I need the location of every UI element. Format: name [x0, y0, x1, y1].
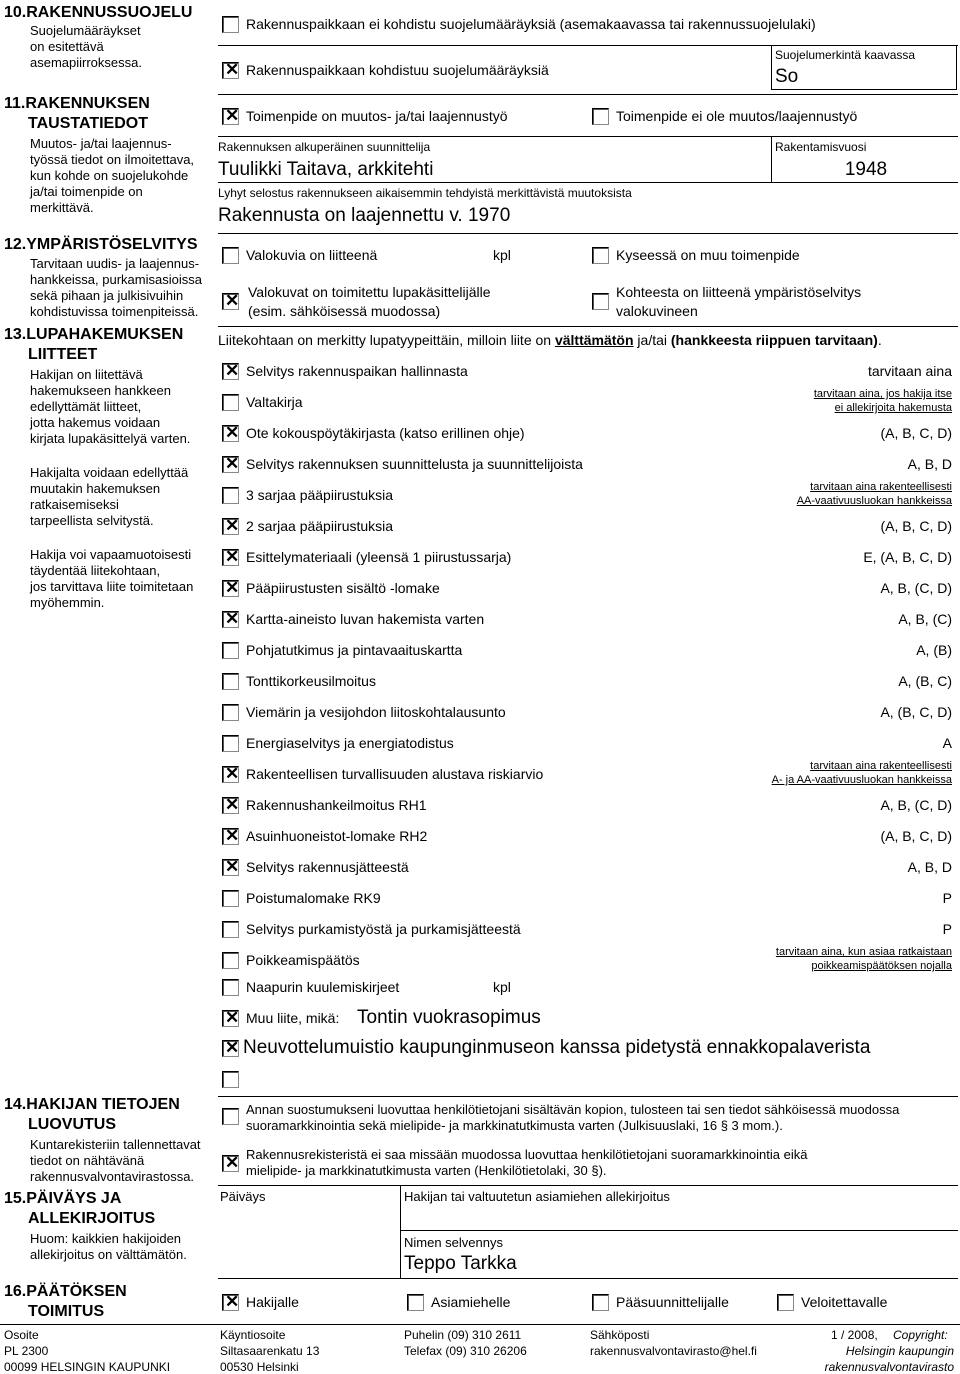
attachment-checkbox[interactable] [222, 890, 239, 907]
section-13-text: Hakijan on liitettävä [30, 367, 143, 382]
env-report-label: valokuvineen [616, 303, 698, 319]
check-mark-icon: ✕ [225, 826, 240, 845]
check-mark-icon: ✕ [225, 764, 240, 783]
attachment-requirement-line: tarvitaan aina, jos hakija itse [813, 388, 952, 400]
section-15-text: allekirjoitus on välttämätön. [30, 1247, 187, 1262]
attachment-checkbox[interactable] [222, 487, 239, 504]
attachment-requirement [797, 480, 952, 508]
section-13-text: täydentää liitekohtaan, [30, 563, 161, 578]
section-13-text: edellyttämät liitteet, [30, 399, 142, 414]
env-report-checkbox[interactable] [592, 293, 609, 310]
footer-version: 1 / 2008, [831, 1328, 878, 1342]
neighbour-letters-unit: kpl [493, 979, 511, 995]
attachment-label: Rakenteellisen turvallisuuden alustava riskiarvio [246, 766, 544, 782]
attachment-checkbox[interactable] [222, 952, 239, 969]
deliver-designer-label: Pääsuunnittelijalle [616, 1294, 729, 1310]
data-deny-text: mielipide- ja markkinatutkimusta varten (Henkilötietolaki, 30 §). [246, 1163, 607, 1178]
footer-email[interactable]: rakennusvalvontavirasto@hel.fi [590, 1344, 757, 1358]
deliver-payer-label: Veloitettavalle [801, 1294, 888, 1310]
section-12-text: kohdistuvissa toimenpiteissä. [30, 304, 199, 319]
footer-address: PL 2300 [4, 1344, 49, 1358]
attachment-requirement: (A, B, C, D) [880, 828, 952, 844]
photos-count-unit: kpl [493, 247, 511, 263]
attachment-requirement: tarvitaan aina [867, 363, 952, 379]
deliver-designer-checkbox[interactable] [592, 1294, 609, 1311]
extra-attachment-value[interactable]: Neuvottelumuistio kaupunginmuseon kanssa pidetystä ennakkopalaverista [243, 1037, 871, 1058]
neighbour-letters-label: Naapurin kuulemiskirjeet [246, 979, 400, 995]
attachment-label: Selvitys rakennuksen suunnittelusta ja suunnittelijoista [246, 456, 583, 472]
section-12-title: 12.YMPÄRISTÖSELVITYS [4, 236, 198, 253]
check-mark-icon: ✕ [225, 1292, 240, 1311]
section-15-title: 15.PÄIVÄYS JA [4, 1190, 122, 1207]
attachment-checkbox[interactable] [222, 549, 239, 566]
attachment-requirement: (A, B, C, D) [880, 518, 952, 534]
section-13-text: ratkaisemiseksi [30, 497, 119, 512]
attachment-requirement-line: ei allekirjoita hakemusta [834, 402, 952, 414]
footer-fax: Telefax (09) 310 26206 [404, 1344, 527, 1358]
attachment-label: Poikkeamispäätös [246, 952, 360, 968]
attachment-requirement-line: tarvitaan aina rakenteellisesti [810, 481, 952, 493]
attachment-requirement: (A, B, C, D) [880, 425, 952, 441]
attachment-requirement [772, 759, 952, 787]
construction-year-label: Rakentamisvuosi [775, 140, 867, 154]
protection-marking-value[interactable]: So [775, 66, 799, 87]
empty-attachment-checkbox[interactable] [222, 1071, 239, 1088]
check-mark-icon: ✕ [225, 578, 240, 597]
section-10-text: asemapiirroksessa. [30, 55, 142, 70]
attachment-label: Selvitys rakennuspaikan hallinnasta [246, 363, 468, 379]
section-10-title: 10.RAKENNUSSUOJELU [4, 4, 193, 21]
deliver-agent-checkbox[interactable] [407, 1294, 424, 1311]
attachment-checkbox[interactable] [222, 642, 239, 659]
section-11-text: kun kohde on suojelukohde [30, 168, 189, 183]
section-13-text: Hakijalta voidaan edellyttää [30, 465, 189, 480]
attachment-requirement: A, B, (C) [898, 611, 952, 627]
attachment-requirement [776, 945, 952, 973]
attachment-requirement: A, B, (C, D) [880, 797, 952, 813]
other-attachment-value[interactable]: Tontin vuokrasopimus [357, 1007, 541, 1028]
attachment-label: Selvitys purkamistyöstä ja purkamisjätteestä [246, 921, 521, 937]
attachment-requirement: A, B, (C, D) [880, 580, 952, 596]
attachment-label: Valtakirja [246, 394, 303, 410]
attachment-requirement-line: tarvitaan aina, kun asiaa ratkaistaan [775, 946, 952, 958]
check-mark-icon: ✕ [225, 454, 240, 473]
attachment-label: Poistumalomake RK9 [246, 890, 381, 906]
date-label: Päiväys [220, 1189, 266, 1204]
footer-address: 00099 HELSINGIN KAUPUNKI [4, 1360, 171, 1374]
footer-address-label: Osoite [4, 1328, 39, 1342]
check-mark-icon: ✕ [225, 547, 240, 566]
protection-applies-checkbox[interactable] [222, 62, 239, 79]
photos-delivered-checkbox[interactable] [222, 293, 239, 310]
section-11-text: ja/tai toimenpide on [30, 184, 143, 199]
not-extension-checkbox[interactable] [592, 108, 609, 125]
section-13-text: jotta hakemus voidaan [30, 415, 161, 430]
check-mark-icon: ✕ [225, 361, 240, 380]
section-13-text: hakemukseen hankkeen [30, 383, 171, 398]
deliver-applicant-checkbox[interactable] [222, 1294, 239, 1311]
footer-visit-address: Siltasaarenkatu 13 [220, 1344, 320, 1358]
section-15-title: ALLEKIRJOITUS [28, 1210, 156, 1227]
section-11-text: työssä tiedot on ilmoitettava, [30, 152, 195, 167]
attachment-checkbox[interactable] [222, 766, 239, 783]
section-13-text: jos tarvittava liite toimitetaan [30, 579, 194, 594]
attachment-label: Pääpiirustusten sisältö -lomake [246, 580, 440, 596]
check-mark-icon: ✕ [225, 1038, 240, 1057]
attachment-requirement: A, B, D [907, 456, 952, 472]
extension-work-label: Toimenpide on muutos- ja/tai laajennustyö [246, 108, 508, 124]
check-mark-icon: ✕ [225, 609, 240, 628]
original-designer-value[interactable]: Tuulikki Taitava, arkkitehti [218, 159, 434, 180]
attachment-checkbox[interactable] [222, 394, 239, 411]
check-mark-icon: ✕ [225, 291, 240, 310]
extra-attachment-checkbox[interactable] [222, 1040, 239, 1057]
attachment-requirement: A, (B) [916, 642, 952, 658]
attachment-requirement-line: AA-vaativuusluokan hankkeissa [796, 495, 952, 507]
data-consent-text: suoramarkkinointia sekä mielipide- ja markkinatutkimusta varten (Julkisuuslaki, 16 § 3 mom.). [246, 1118, 783, 1133]
attachment-checkbox[interactable] [222, 859, 239, 876]
section-11-text: Muutos- ja/tai laajennus- [30, 136, 172, 151]
previous-changes-value[interactable]: Rakennusta on laajennettu v. 1970 [218, 205, 511, 226]
attachment-requirement: A, (B, C) [898, 673, 952, 689]
attachment-requirement: A [942, 735, 952, 751]
left-sidebar [0, 0, 212, 1374]
signature-label[interactable]: Hakijan tai valtuutetun asiamiehen allekirjoitus [404, 1189, 670, 1204]
section-11-title: TAUSTATIEDOT [28, 115, 148, 132]
section-12-text: hankkeissa, purkamisasioissa [30, 272, 202, 287]
check-mark-icon: ✕ [225, 106, 240, 125]
check-mark-icon: ✕ [225, 423, 240, 442]
attachment-label: Energiaselvitys ja energiatodistus [246, 735, 454, 751]
attachment-label: Esittelymateriaali (yleensä 1 piirustussarja) [246, 549, 512, 565]
name-clarification-value[interactable]: Teppo Tarkka [404, 1253, 517, 1274]
attachment-requirement: A, (B, C, D) [880, 704, 952, 720]
attachment-requirement: P [942, 890, 952, 906]
section-14-text: tiedot on nähtävänä [30, 1153, 145, 1168]
section-14-title: 14.HAKIJAN TIETOJEN [4, 1096, 180, 1113]
attachments-intro: Liitekohtaan on merkitty lupatyypeittäin, milloin liite on välttämätön ja/tai (hankkeesta riippuen tarvitaan). [218, 332, 882, 348]
attachment-requirement-line: tarvitaan aina rakenteellisesti [810, 760, 952, 772]
attachment-requirement: P [942, 921, 952, 937]
attachment-requirement-line: A- ja AA-vaativuusluokan hankkeissa [771, 774, 952, 786]
neighbour-letters-checkbox[interactable] [222, 979, 239, 996]
not-extension-label: Toimenpide ei ole muutos/laajennustyö [616, 108, 858, 124]
previous-changes-label: Lyhyt selostus rakennukseen aikaisemmin tehdyistä merkittävistä muutoksista [218, 186, 632, 200]
section-16-title: 16.PÄÄTÖKSEN [4, 1283, 127, 1300]
attachment-checkbox[interactable] [222, 921, 239, 938]
attachment-label: Rakennushankeilmoitus RH1 [246, 797, 427, 813]
section-11-text: merkittävä. [30, 200, 94, 215]
attachment-checkbox[interactable] [222, 704, 239, 721]
footer-copyright-owner: rakennusvalvontavirasto [824, 1360, 954, 1374]
attachment-checkbox[interactable] [222, 611, 239, 628]
attachment-label: Selvitys rakennusjätteestä [246, 859, 409, 875]
data-consent-text: Annan suostumukseni luovuttaa henkilötietojani sisältävän kopion, tulosteen tai sen tiedot sähköisessä muodossa [246, 1102, 900, 1117]
photos-delivered-label: (esim. sähköisessä muodossa) [248, 303, 441, 319]
attachment-requirement-line: poikkeamispäätöksen nojalla [811, 960, 952, 972]
attachment-checkbox[interactable] [222, 828, 239, 845]
no-protection-checkbox[interactable] [222, 16, 239, 33]
no-protection-label: Rakennuspaikkaan ei kohdistu suojelumääräyksiä (asemakaavassa tai rakennussuojelulaki) [246, 16, 816, 32]
attachment-requirement: A, B, D [907, 859, 952, 875]
section-14-text: Kuntarekisteriin tallennettavat [30, 1137, 201, 1152]
env-report-label: Kohteesta on liitteenä ympäristöselvitys [616, 284, 862, 300]
deliver-applicant-label: Hakijalle [246, 1294, 299, 1310]
attachment-label: Pohjatutkimus ja pintavaaituskartta [246, 642, 463, 658]
photos-attached-label: Valokuvia on liitteenä [246, 247, 378, 263]
section-13-title: 13.LUPAHAKEMUKSEN [4, 326, 184, 343]
check-mark-icon: ✕ [225, 1153, 240, 1172]
attachment-checkbox[interactable] [222, 425, 239, 442]
attachment-checkbox[interactable] [222, 673, 239, 690]
attachment-label: Asuinhuoneistot-lomake RH2 [246, 828, 428, 844]
section-13-title: LIITTEET [28, 346, 98, 363]
attachment-checkbox[interactable] [222, 580, 239, 597]
attachment-label: 2 sarjaa pääpiirustuksia [246, 518, 394, 534]
attachment-label: Viemärin ja vesijohdon liitoskohtalausunto [246, 704, 506, 720]
section-16-title: TOIMITUS [28, 1303, 105, 1320]
section-14-text: rakennusvalvontavirastossa. [30, 1169, 195, 1184]
section-13-text: muutakin hakemuksen [30, 481, 161, 496]
check-mark-icon: ✕ [225, 795, 240, 814]
check-mark-icon: ✕ [225, 1008, 240, 1027]
deliver-payer-checkbox[interactable] [777, 1294, 794, 1311]
attachment-label: Tonttikorkeusilmoitus [246, 673, 376, 689]
section-15-text: Huom: kaikkien hakijoiden [30, 1231, 182, 1246]
data-consent-checkbox[interactable] [222, 1108, 239, 1125]
attachment-checkbox[interactable] [222, 797, 239, 814]
check-mark-icon: ✕ [225, 516, 240, 535]
attachment-checkbox[interactable] [222, 518, 239, 535]
footer-copyright: Copyright: [893, 1328, 948, 1342]
footer-copyright-owner: Helsingin kaupungin [845, 1344, 954, 1358]
other-attachment-label: Muu liite, mikä: [246, 1010, 340, 1026]
check-mark-icon: ✕ [225, 857, 240, 876]
protection-applies-label: Rakennuspaikkaan kohdistuu suojelumääräyksiä [246, 62, 549, 78]
footer-visit-address: 00530 Helsinki [220, 1360, 299, 1374]
attachment-requirement: E, (A, B, C, D) [863, 549, 952, 565]
attachment-requirement [814, 387, 952, 415]
footer-phone: Puhelin (09) 310 2611 [404, 1328, 522, 1342]
photos-attached-checkbox[interactable] [222, 247, 239, 264]
other-action-label: Kyseessä on muu toimenpide [616, 247, 800, 263]
name-clarification-label: Nimen selvennys [404, 1235, 503, 1250]
attachment-checkbox[interactable] [222, 363, 239, 380]
section-12-text: sekä pihaan ja julkisivuihin [30, 288, 184, 303]
attachment-label: 3 sarjaa pääpiirustuksia [246, 487, 394, 503]
section-10-text: on esitettävä [30, 39, 104, 54]
section-13-text: tarpeellista selvitystä. [30, 513, 154, 528]
protection-marking-label: Suojelumerkintä kaavassa [775, 48, 916, 62]
other-attachment-checkbox[interactable] [222, 1010, 239, 1027]
section-13-text: kirjata lupakäsittelyä varten. [30, 431, 191, 446]
other-action-checkbox[interactable] [592, 247, 609, 264]
data-deny-text: Rakennusrekisteristä ei saa missään muodossa luovuttaa henkilötietojani suoramarkkinointia eikä [246, 1147, 808, 1162]
construction-year-value[interactable]: 1948 [844, 159, 888, 180]
deliver-agent-label: Asiamiehelle [431, 1294, 511, 1310]
original-designer-label: Rakennuksen alkuperäinen suunnittelija [218, 140, 431, 154]
section-13-text: myöhemmin. [30, 595, 105, 610]
section-11-title: 11.RAKENNUKSEN [4, 95, 150, 112]
footer-visit-label: Käyntiosoite [220, 1328, 286, 1342]
section-13-text: Hakija voi vapaamuotoisesti [30, 547, 192, 562]
photos-delivered-label: Valokuvat on toimitettu lupakäsittelijälle [248, 284, 491, 300]
section-14-title: LUOVUTUS [28, 1116, 116, 1133]
attachment-label: Ote kokouspöytäkirjasta (katso erillinen ohje) [246, 425, 525, 441]
footer-email-label: Sähköposti [590, 1328, 650, 1342]
extension-work-checkbox[interactable] [222, 108, 239, 125]
section-10-text: Suojelumääräykset [30, 23, 141, 38]
check-mark-icon: ✕ [225, 60, 240, 79]
attachment-checkbox[interactable] [222, 735, 239, 752]
section-12-text: Tarvitaan uudis- ja laajennus- [30, 256, 200, 271]
data-deny-checkbox[interactable] [222, 1155, 239, 1172]
attachment-label: Kartta-aineisto luvan hakemista varten [246, 611, 485, 627]
attachment-checkbox[interactable] [222, 456, 239, 473]
